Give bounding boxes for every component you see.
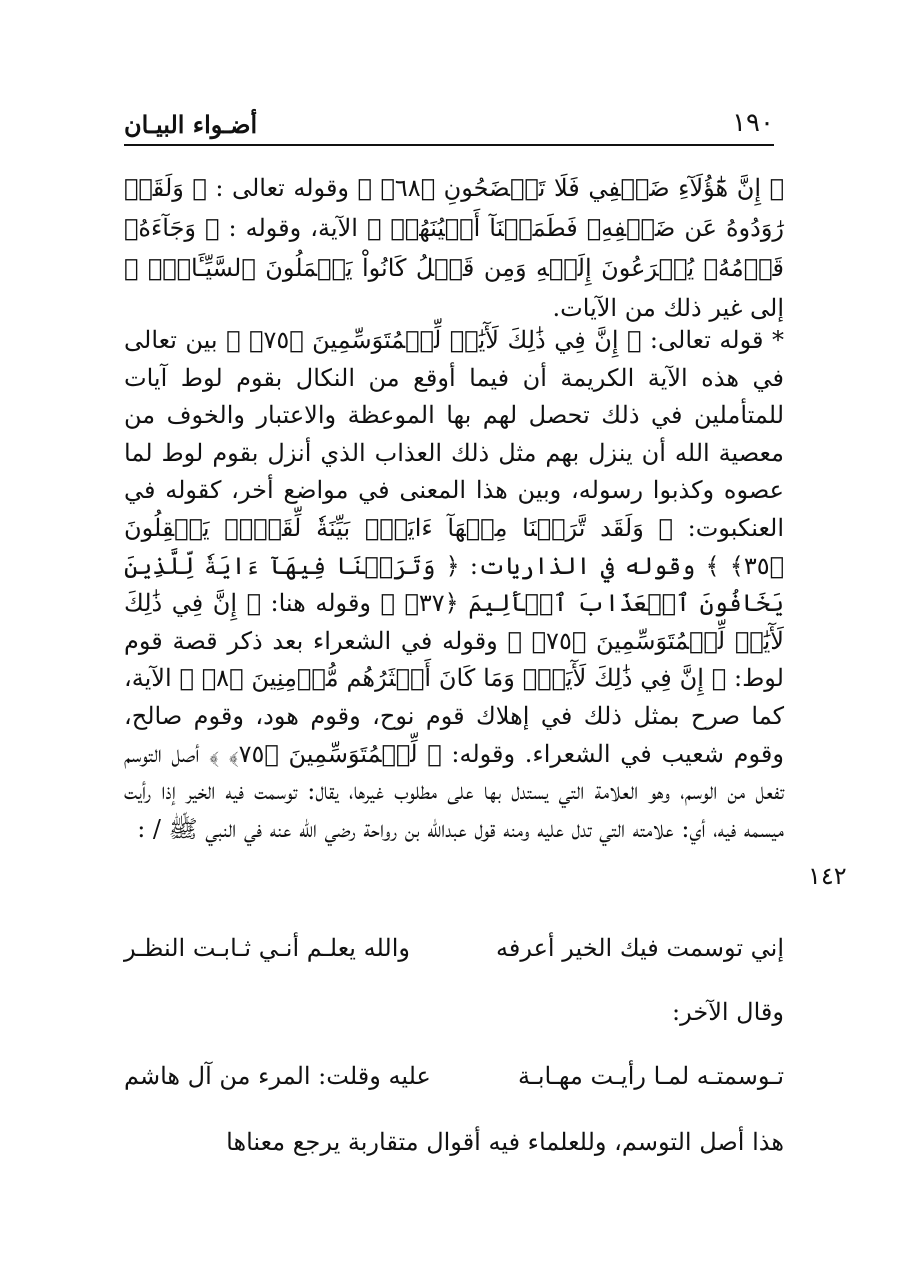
verse-1-first-hemistich: إني توسمت فيك الخير أعرفه bbox=[496, 934, 784, 962]
poetry-verse-1 bbox=[124, 928, 784, 968]
poetry-verse-2 bbox=[124, 1056, 784, 1096]
page-number: ١٩٠ bbox=[732, 108, 774, 138]
verse-2-first-hemistich: تـوسمتـه لمـا رأيـت مهـابـة bbox=[517, 1062, 784, 1090]
verse-2-second-hemistich: عليه وقلت: المرء من آل هاشم bbox=[124, 1062, 431, 1090]
book-title: أضـواء البيـان bbox=[124, 110, 258, 139]
paragraph-1: ﴿ إِنَّ هَٰٓؤُلَآءِ ضَيۡفِي فَلَا تَفۡضَحُونِ ﴿٦٨﴾ ﴾ وقوله تعالى : ﴿ وَلَقَدۡ رَٰوَدُوهُ عَن ضَيۡفِهِۦ فَطَمَسۡنَآ أَعۡيُنَهُمۡ ﴾ الآية، وقوله : ﴿ وَجَآءَهُۥ قَوۡمُهُۥ يُهۡرَعُونَ إِلَيۡهِ وَمِن قَبۡلُ كَانُواْ يَعۡمَلُونَ ٱلسَّيِّـَٔاتِۚ ﴾ إلى غير ذلك من الآيات. bbox=[124, 174, 784, 322]
margin-page-number: ١٤٢ bbox=[808, 862, 847, 890]
page-header bbox=[124, 108, 774, 146]
verse-1-second-hemistich: والله يعلـم أنـي ثـابـت النظـر bbox=[124, 934, 410, 962]
paragraph-2: * قوله تعالى: ﴿ إِنَّ فِي ذَٰلِكَ لَأٓيَٰتٖ لِّلۡمُتَوَسِّمِينَ ﴿٧٥﴾ ﴾ بين تعالى في هذه الآية الكريمة أن فيما أوقع من النكال بقوم لوط آيات للمتأملين في ذلك تحصل لهم بها الموعظة والاعتبار والخوف من معصية الله أن ينزل بهم مثل ذلك العذاب الذي أنزل بقوم لوط لما عصوه وكذبوا رسوله، وبين هذا المعنى في مواضع أخر، كقوله في العنكبوت: ﴿ وَلَقَد تَّرَكۡنَا مِنۡهَآ ءَايَةَۢ بَيِّنَةٗ لِّقَوۡمٖ يَعۡقِلُونَ ﴿٣٥﴾ ﴾ وقوله في الذاريات: ﴿ وَتَرَكۡنَا فِيهَآ ءَايَةٗ لِّلَّذِينَ يَخَافُونَ ٱلۡعَذَابَ ٱلۡأَلِيمَ ﴿٣٧﴾ ﴾ وقوله هنا: ﴿ إِنَّ فِي ذَٰلِكَ لَأٓيَٰتٖ لِّلۡمُتَوَسِّمِينَ ﴿٧٥﴾ ﴾ وقوله في الشعراء بعد ذكر قصة قوم لوط: ﴿ إِنَّ فِي ذَٰلِكَ لَأٓيَةٗۖ وَمَا كَانَ أَكۡثَرُهُم مُّؤۡمِنِينَ ﴿٨﴾ ﴾ الآية، كما صرح بمثل ذلك في إهلاك قوم نوح، وقوم هود، وقوم صالح، وقوم شعيب في الشعراء. وقوله: ﴿ لِّلۡمُتَوَسِّمِينَ ﴿٧٥﴾ ﴾ أصل التوسم تفعل من الوسم، وهو العلامة التي يستدل بها على مطلوب غيرها، يقال: توسمت فيه الخير إذا رأيت ميسمه فيه، أي: علامته التي تدل عليه ومنه قول عبدالله بن رواحة رضي الله عنه في النبي ﷺ / : bbox=[124, 326, 785, 843]
last-line: هذا أصل التوسم، وللعلماء فيه أقوال متقاربة يرجع معناها bbox=[226, 1128, 784, 1156]
verse-2-intro: وقال الآخر: bbox=[672, 998, 784, 1026]
